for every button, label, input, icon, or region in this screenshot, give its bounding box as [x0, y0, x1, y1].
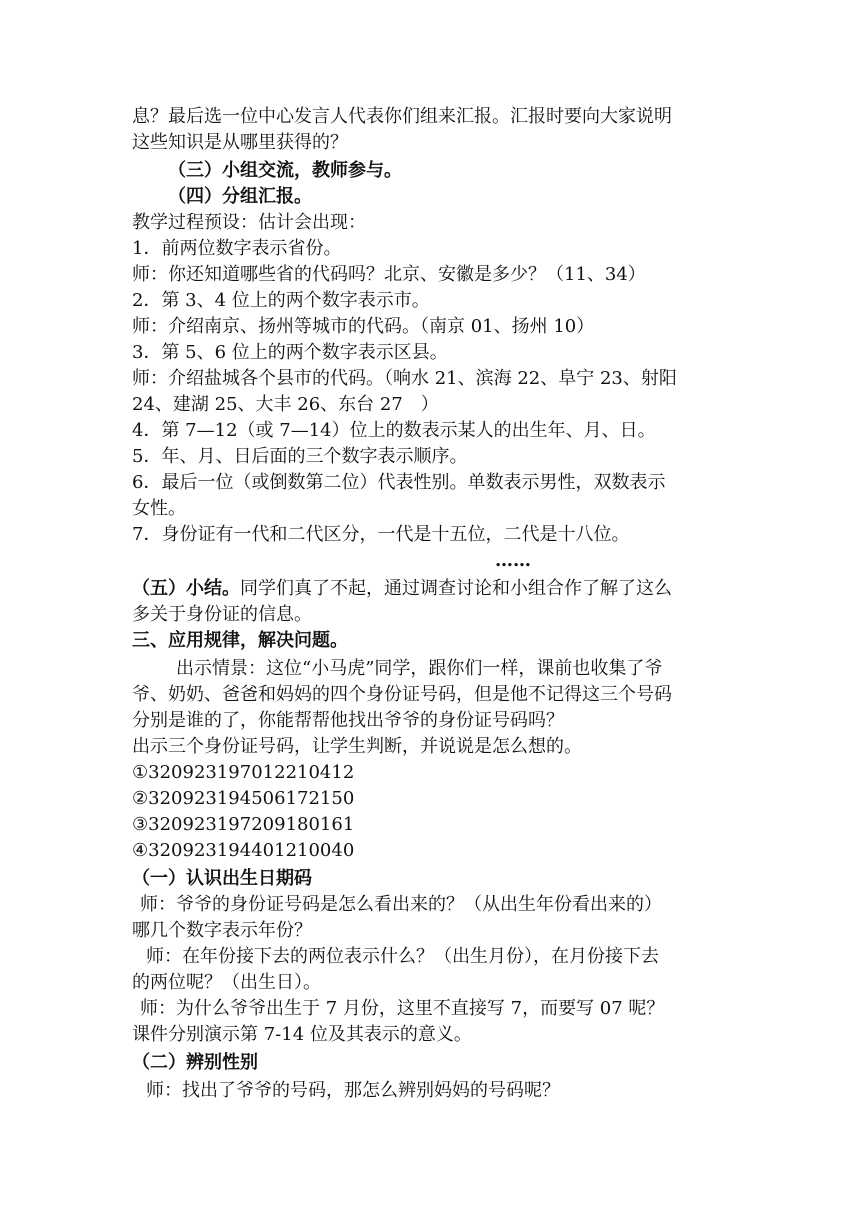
text-line: 的两位呢？（出生日）。 [132, 972, 321, 993]
list-item: 6．最后一位（或倒数第二位）代表性别。单数表示男性，双数表示 [132, 472, 666, 493]
text-line: 分别是谁的了，你能帮帮他找出爷爷的身份证号码吗？ [132, 710, 564, 731]
text-line: 师：介绍南京、扬州等城市的代码。（南京 01、扬州 10） [132, 316, 595, 337]
text-line: 女性。 [132, 498, 186, 519]
text-line: 师：找出了爷爷的号码，那怎么辨别妈妈的号码呢？ [146, 1080, 560, 1101]
text-line: 师：你还知道哪些省的代码吗？北京、安徽是多少？（11、34） [132, 264, 646, 285]
list-item: 1．前两位数字表示省份。 [132, 238, 342, 259]
text-line: 24、建湖 25、大丰 26、东台 27 ） [132, 394, 439, 415]
text-line: 同学们真了不起，通过调查讨论和小组合作了解了这么 [240, 578, 672, 599]
text-line: 这些知识是从哪里获得的？ [132, 132, 348, 153]
text-line: 多关于身份证的信息。 [132, 604, 312, 625]
section-heading-three: 三、应用规律，解决问题。 [132, 630, 348, 651]
list-item: 5．年、月、日后面的三个数字表示顺序。 [132, 446, 468, 467]
text-line: 爷、奶奶、爸爸和妈妈的四个身份证号码，但是他不记得这三个号码 [132, 684, 672, 705]
text-line: 师：在年份接下去的两位表示什么？（出生月份），在月份接下去 [146, 946, 659, 967]
list-item: 7．身份证有一代和二代区分，一代是十五位，二代是十八位。 [132, 524, 630, 545]
id-number: ②320923194506172150 [132, 788, 355, 809]
text-line: 师：爷爷的身份证号码是怎么看出来的？（从出生年份看出来的） [140, 894, 662, 915]
text-line: 出示三个身份证号码，让学生判断，并说说是怎么想的。 [132, 736, 582, 757]
list-item: 2．第 3、4 位上的两个数字表示市。 [132, 290, 430, 311]
section-heading-4: （四）分组汇报。 [168, 186, 312, 207]
ellipsis: …… [495, 550, 531, 571]
text-line: 课件分别演示第 7-14 位及其表示的意义。 [132, 1024, 472, 1045]
list-item: 3．第 5、6 位上的两个数字表示区县。 [132, 342, 448, 363]
section-heading-3: （三）小组交流，教师参与。 [168, 160, 402, 181]
text-line: 出示情景：这位“小马虎”同学，跟你们一样，课前也收集了爷 [176, 658, 663, 679]
summary-paragraph [132, 576, 672, 602]
text-line: 哪几个数字表示年份？ [132, 920, 312, 941]
id-number: ①320923197012210412 [132, 762, 355, 783]
text-line: 教学过程预设：估计会出现： [132, 212, 366, 233]
id-number: ④320923194401210040 [132, 840, 355, 861]
text-line: 息？最后选一位中心发言人代表你们组来汇报。汇报时要向大家说明 [132, 106, 672, 127]
list-item: 4．第 7—12（或 7—14）位上的数表示某人的出生年、月、日。 [132, 420, 656, 441]
subsection-heading-1: （一）认识出生日期码 [132, 868, 312, 889]
text-line: 师：介绍盐城各个县市的代码。（响水 21、滨海 22、阜宁 23、射阳 [132, 368, 677, 389]
text-line: 师：为什么爷爷出生于 7 月份，这里不直接写 7，而要写 07 呢？ [140, 998, 665, 1019]
subsection-heading-2: （二）辨别性别 [132, 1052, 258, 1073]
section-heading-5: （五）小结。 [132, 578, 240, 599]
id-number: ③320923197209180161 [132, 814, 355, 835]
